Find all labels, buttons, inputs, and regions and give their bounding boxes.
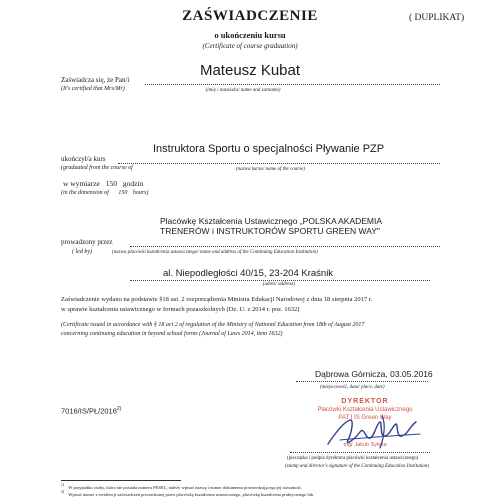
footnote-separator: [61, 480, 181, 481]
footnote-1: [61, 483, 302, 490]
document-title: ZAŚWIADCZENIE: [182, 8, 318, 24]
document-subtitle-en: (Certificate of course graduation): [202, 42, 298, 50]
footnote-2: [61, 490, 313, 497]
stamp-line-4: mgr Jakub Sylwia: [343, 442, 387, 448]
institution-address: al. Niepodległości 40/15, 23-204 Kraśnik: [163, 268, 334, 279]
duration-en-value: 150: [118, 190, 128, 196]
footnote-1-mark: 1): [61, 483, 65, 487]
institution-line-1: Placówkę Kształcenia Ustawicznego „POLSKA AKADEMIA: [160, 216, 383, 226]
place-date: Dąbrowa Górnicza, 03.05.2016: [315, 369, 433, 379]
duration-row: [63, 179, 143, 188]
recipient-name-caption: (imię i nazwisko/ name and surname): [205, 88, 281, 93]
duration-prefix: w wymiarze: [63, 179, 100, 188]
footnote-2-text: Wpisać numer z ewidencji zaświadczeń prowadzonej przez placówkę kształcenia ustawicznego, placówkę kształcenia praktycznego lub: [68, 491, 314, 497]
course-name-line: [118, 163, 440, 164]
footnote-2-mark: 2): [61, 490, 65, 494]
legal-basis-pl-1: Zaświadczenie wydano na podstawie §18 ust. 2 rozporządzenia Ministra Edukacji Narodowej z dnia 18 sierpnia 2017 r.: [61, 296, 373, 303]
footnote-1-text: W przypadku osoby, która nie posiada numeru PESEL, należy wpisać nazwę i numer dokumentu potwierdzającego jej tożsamość.: [68, 484, 303, 490]
duration-en-unit: hours): [132, 190, 149, 196]
recipient-label: Zaświadcza się, że Pan/i: [61, 76, 130, 84]
duplicate-label: ( DUPLIKAT): [409, 13, 465, 23]
institution-line: [130, 246, 440, 247]
institution-label-en: ( led by): [72, 249, 92, 255]
signature-line: [290, 452, 430, 453]
duration-unit: godzin: [122, 179, 144, 188]
place-date-line: [296, 381, 428, 382]
course-label-en: (graduated from the course of: [61, 165, 133, 171]
recipient-name-line: [145, 84, 440, 85]
stamp-line-3: PAT I IS Green Way: [338, 415, 392, 421]
signature-caption-pl: (pieczątka i podpis dyrektora placówki kształcenia ustawicznego): [287, 456, 419, 461]
document-subtitle: o ukończeniu kursu: [214, 30, 286, 40]
recipient-name: Mateusz Kubat: [199, 62, 301, 79]
institution-caption: (nazwa placówki kształcenia ustawicznego/ name and address of the Continuing Education Institution): [112, 250, 318, 255]
registry-number: [61, 406, 121, 416]
legal-basis-pl-2: w sprawie kształcenia ustawicznego w formach pozaszkolnych (Dz. U. z 2014 r. poz. 1632): [61, 306, 300, 313]
stamp-line-2: Placówki Kształcenia Ustawicznego: [317, 407, 413, 413]
legal-basis-en-1: (Certificate issued in accordance with § 18 act 2 of regulation of the Ministry of National Education from 18th of August 2017: [61, 322, 365, 328]
institution-label: prowadzony przez: [61, 238, 113, 246]
address-caption: (adres/ address): [262, 282, 296, 287]
address-line: [130, 280, 430, 281]
duration-row-en: [61, 190, 149, 196]
course-name-caption: (nazwa kursu/ name of the course): [236, 167, 306, 172]
course-name: Instruktora Sportu o specjalności Pływanie PZP: [153, 143, 385, 155]
director-signature: [320, 410, 430, 452]
duration-value: 150: [105, 179, 117, 188]
signature-caption-en: (stamp and director's signature of the Continuing Education Institution): [285, 464, 430, 469]
course-label: ukończył/a kurs: [61, 155, 106, 163]
recipient-label-en: (It's certified that Mrs/Mr): [61, 86, 125, 92]
place-date-caption: (miejscowość, data/ place, date): [320, 385, 385, 390]
registry-number-value: 7016/IS/PŁ/2016: [61, 406, 117, 416]
legal-basis-en-2: concerning continuing education in beyond school forms (Journal of Laws 2014, item 1632): [61, 331, 283, 337]
registry-footnote-mark: 2): [116, 406, 122, 412]
duration-en-prefix: (in the dimension of: [61, 190, 109, 196]
stamp-title: DYREKTOR: [341, 398, 389, 405]
institution-line-2: TRENERÓW i INSTRUKTORÓW SPORTU GREEN WAY": [160, 226, 380, 236]
